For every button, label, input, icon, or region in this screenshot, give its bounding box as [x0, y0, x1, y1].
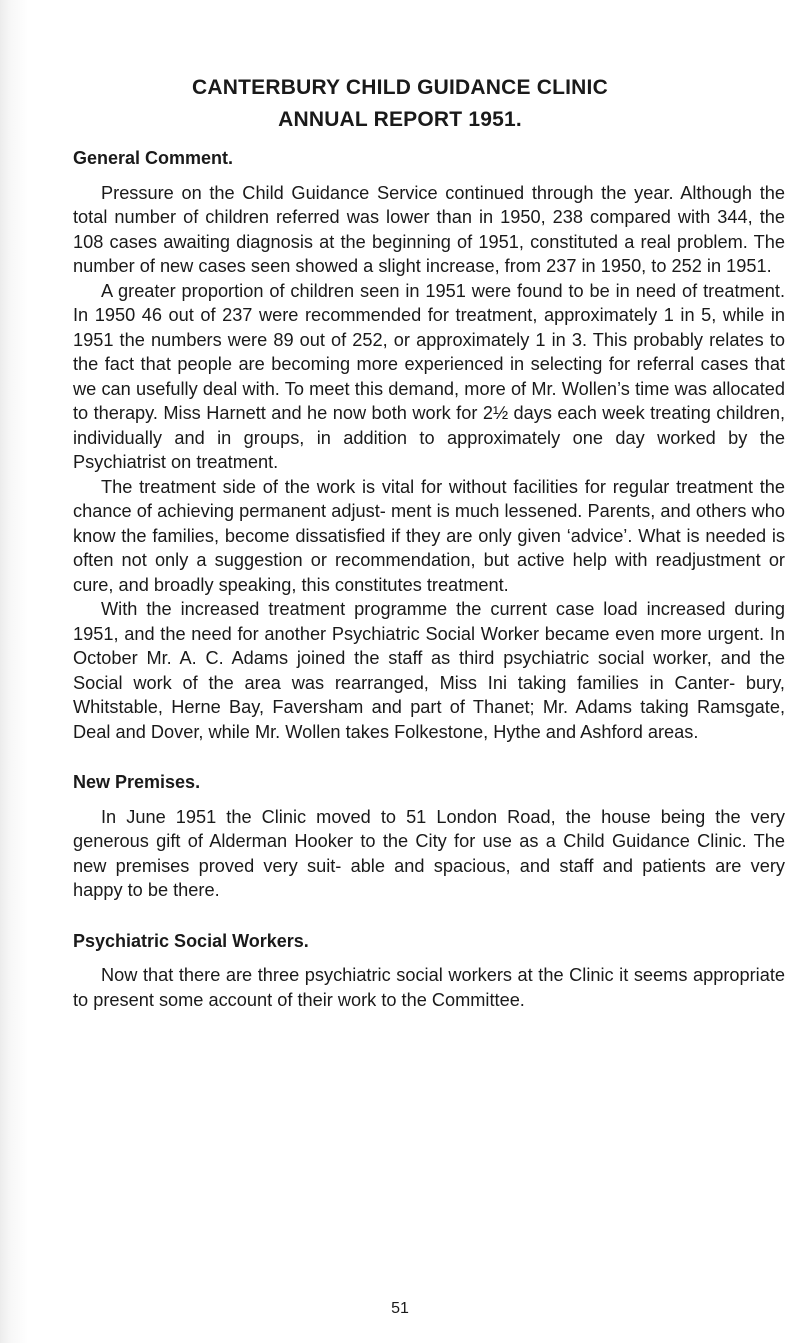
paragraph: With the increased treatment programme the current case load increased during 1951, and the need for another Psychiatric Social Worker became even more urgent. In October Mr. A. C. Adams joined the staff as third psychiatric social worker, and the Social work of the area was rearranged, Miss Ini taking families in Canter- bury, Whitstable, Herne Bay, Faversham and part of Thanet; Mr. Adams taking Ramsgate, Deal and Dover, while Mr. Wollen takes Folkestone, Hythe and Ashford areas.: [73, 599, 785, 742]
paragraph: Now that there are three psychiatric social workers at the Clinic it seems appropriate to present some account of their work to the Committee.: [73, 965, 785, 1010]
page-number: 51: [391, 1300, 409, 1317]
paragraph: Pressure on the Child Guidance Service continued through the year. Although the total number of children referred was lower than in 1950, 238 compared with 344, the 108 cases awaiting diagnosis at the beginning of 1951, constituted a real problem. The number of new cases seen showed a slight increase, from 237 in 1950, to 252 in 1951.: [73, 182, 785, 276]
paragraph: In June 1951 the Clinic moved to 51 London Road, the house being the very generous gift of Alderman Hooker to the City for use as a Child Guidance Clinic. The new premises proved very suit- able and spacious, and staff and patients are very happy to be there.: [73, 806, 785, 900]
section-heading: Psychiatric Social Workers.: [73, 930, 309, 951]
paragraph: A greater proportion of children seen in 1951 were found to be in need of treatment. In 1950 46 out of 237 were recommended for treatment, approximately 1 in 5, while in 1951 the numbers were 89 out of 252, or approximately 1 in 3. This probably relates to the fact that people are becoming more experienced in selecting for referral cases that we can usefully deal with. To meet this demand, more of Mr. Wollen’s time was allocated to therapy. Miss Harnett and he now both work for 2½ days each week treating children, individually and in groups, in addition to approximately one day worked by the Psychiatrist on treatment.: [73, 280, 785, 472]
paragraph: The treatment side of the work is vital for without facilities for regular treatment the chance of achieving permanent adjust- ment is much lessened. Parents, and others who know the families, become dissatisfied if they are only given ‘advice’. What is needed is often not only a suggestion or recommendation, but active help with readjustment or cure, and broadly speaking, this constitutes treatment.: [73, 476, 785, 595]
section-heading: General Comment.: [73, 148, 234, 168]
section-psychiatric-social-workers: [73, 929, 785, 1013]
section-general-comment: [73, 146, 785, 744]
report-subtitle: ANNUAL REPORT 1951.: [278, 108, 522, 131]
section-heading: New Premises.: [73, 772, 201, 792]
report-body: [73, 146, 785, 1012]
report-title: CANTERBURY CHILD GUIDANCE CLINIC: [192, 76, 608, 99]
section-new-premises: [73, 770, 785, 903]
